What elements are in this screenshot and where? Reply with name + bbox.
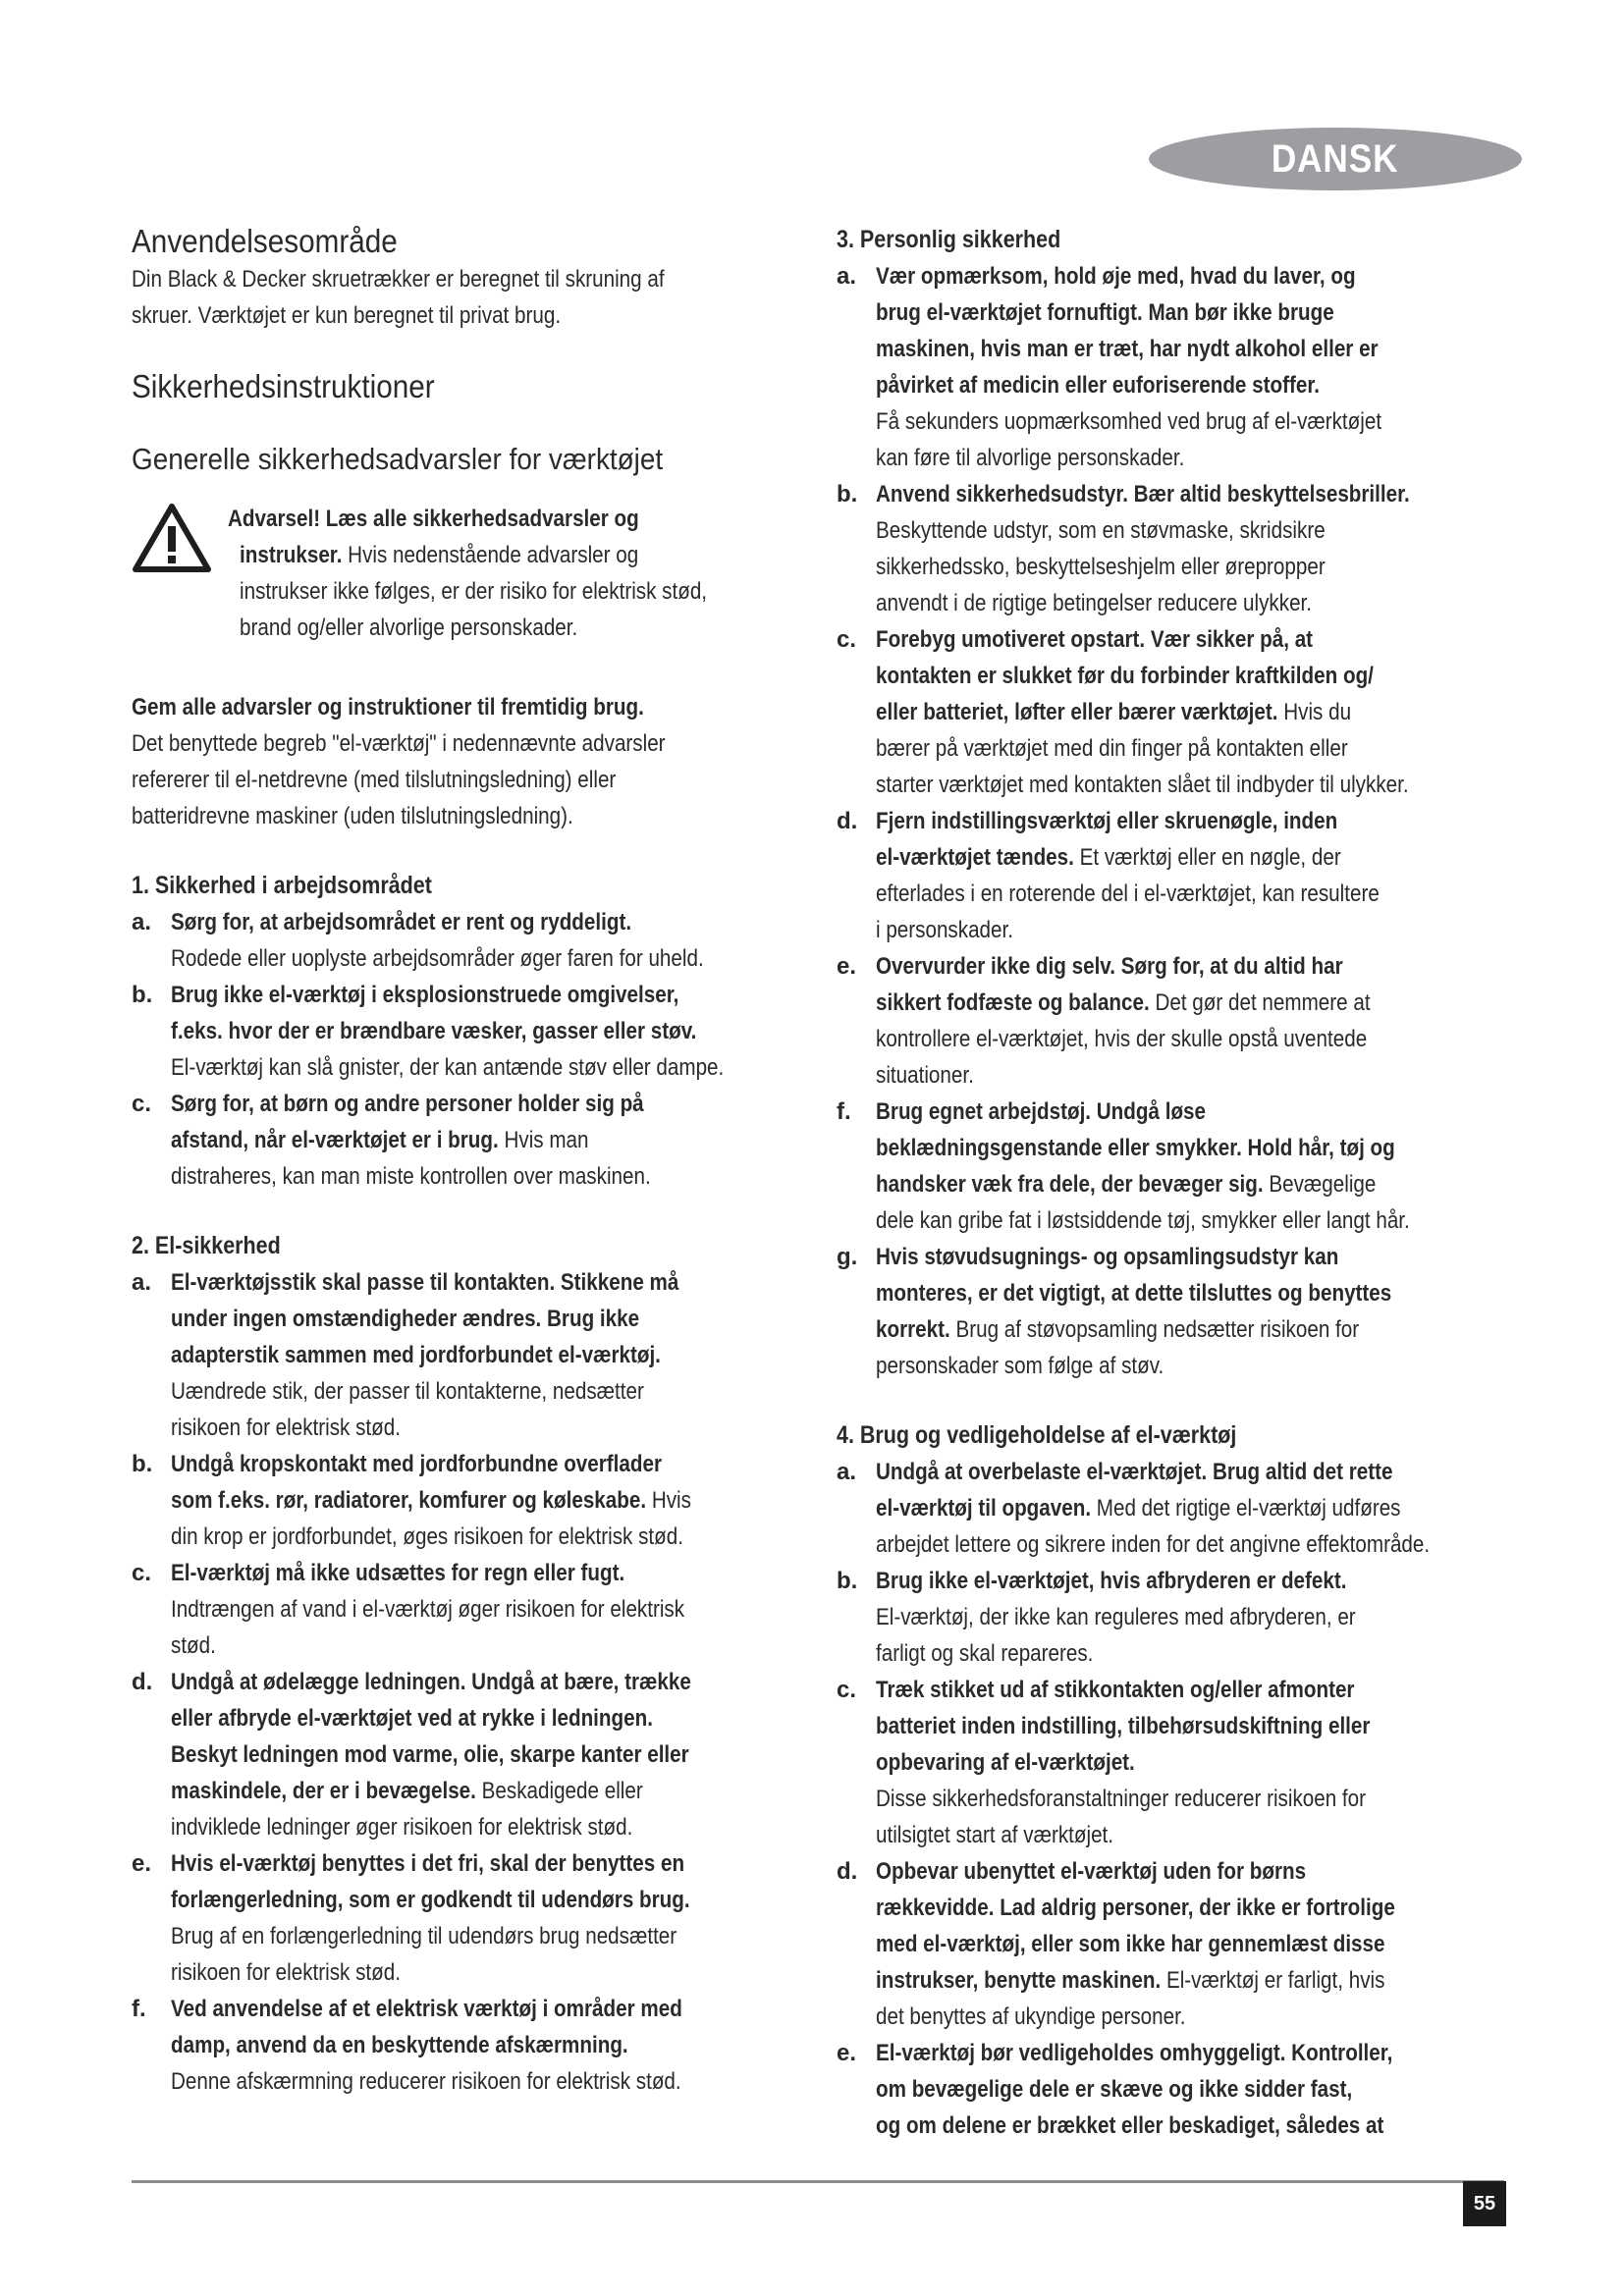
text-line (171, 1049, 729, 1086)
text-line (876, 1563, 1425, 1599)
text-line (876, 948, 1425, 985)
list-item-text (876, 1563, 1514, 1672)
text-line (171, 1628, 729, 1664)
text-line (171, 1773, 729, 1809)
list-item-text (876, 1454, 1520, 1563)
list-item (837, 1239, 1514, 1384)
text-line (876, 1275, 1425, 1311)
text-line (876, 1853, 1425, 1890)
language-label: DANSK (1272, 136, 1399, 181)
list-item (837, 2035, 1514, 2144)
list-item-text (171, 977, 819, 1086)
text-line (876, 476, 1425, 512)
list-item (132, 1991, 819, 2100)
text-line (876, 367, 1425, 403)
list-item-label: a. (837, 1459, 857, 1485)
text-bold: om bevægelige dele er skæve og ikke sidder fast, (876, 2076, 1353, 2103)
text-normal: risikoen for elektrisk stød. (171, 1415, 401, 1441)
text-line (876, 2108, 1425, 2144)
text-line (171, 940, 729, 977)
list-item-label: e. (132, 1850, 152, 1877)
text-line (171, 1482, 729, 1519)
text-line (876, 1094, 1425, 1130)
list-item (132, 1664, 819, 1845)
text-normal: Beskyttende udstyr, som en støvmaske, skridsikre (876, 517, 1326, 544)
text-bold: el-værktøj til opgaven. (876, 1495, 1092, 1522)
text-line (876, 1348, 1425, 1384)
text-line (171, 1736, 729, 1773)
list-item-text (171, 1664, 819, 1845)
text-line (876, 1166, 1425, 1202)
list-item-text (171, 1845, 819, 1991)
text-line (876, 1057, 1425, 1094)
text-bold: Anvend sikkerhedsudstyr. Bær altid beskyttelsesbriller. (876, 481, 1410, 507)
section-1-list (132, 904, 819, 1195)
keep-instructions-bold: Gem alle advarsler og instruktioner til fremtidig brug. (132, 694, 644, 721)
list-item-label: a. (132, 1269, 152, 1296)
text-bold: med el-værktøj, eller som ikke har gennemlæst disse (876, 1931, 1385, 1957)
text-line: skruer. Værktøjet er kun beregnet til privat brug. (132, 302, 562, 329)
text-line (171, 1519, 729, 1555)
text-line (171, 1158, 729, 1195)
text-line (876, 1708, 1425, 1744)
text-normal: Denne afskærmning reducerer risikoen for elektrisk stød. (171, 2068, 681, 2095)
text-normal: Beskadigede eller (475, 1778, 643, 1804)
text-normal: El-værktøj, der ikke kan reguleres med afbryderen, er (876, 1604, 1356, 1630)
text-line (876, 331, 1425, 367)
text-normal: personskader som følge af støv. (876, 1353, 1164, 1379)
text-bold: kontakten er slukket før du forbinder kraftkilden og/ (876, 663, 1374, 689)
list-item (837, 1853, 1514, 2035)
right-column (837, 222, 1514, 2144)
list-item-label: a. (837, 263, 857, 290)
text-bold: beklædningsgenstande eller smykker. Hold hår, tøj og (876, 1135, 1395, 1161)
text-bold: batteriet inden indstilling, tilbehørsudskiftning eller (876, 1713, 1371, 1739)
list-item-label: f. (837, 1098, 851, 1125)
keep-instructions-paragraph (132, 689, 819, 834)
list-item-label: b. (132, 982, 153, 1008)
text-bold: Sørg for, at børn og andre personer holder sig på (171, 1091, 644, 1117)
text-normal: Brug af støvopsamling nedsætter risikoen for (949, 1316, 1360, 1343)
text-line (876, 258, 1425, 294)
text-bold: afstand, når el-værktøjet er i brug. (171, 1127, 499, 1153)
text-bold: maskindele, der er i bevægelse. (171, 1778, 476, 1804)
list-item (132, 1845, 819, 1991)
text-normal: utilsigtet start af værktøjet. (876, 1822, 1114, 1848)
text-bold: Sørg for, at arbejdsområdet er rent og ryddeligt. (171, 909, 632, 935)
text-normal: dele kan gribe fat i løstsiddende tøj, smykker eller langt hår. (876, 1207, 1410, 1234)
text-line (171, 1446, 729, 1482)
list-item-label: e. (837, 2040, 857, 2066)
text-line (876, 1672, 1425, 1708)
text-line (171, 1700, 729, 1736)
text-line (171, 1337, 729, 1373)
warning-bold: Advarsel! Læs alle sikkerhedsadvarsler og (228, 506, 639, 532)
list-item-label: c. (132, 1560, 152, 1586)
list-item (132, 1446, 819, 1555)
list-item (132, 1264, 819, 1446)
text-bold: Brug egnet arbejdstøj. Undgå løse (876, 1098, 1207, 1125)
list-item (837, 1563, 1514, 1672)
text-bold: og om delene er brækket eller beskadiget, således at (876, 2112, 1384, 2139)
text-line: batteridrevne maskiner (uden tilslutningsledning). (132, 803, 573, 829)
list-item (132, 977, 819, 1086)
text-bold: Brug ikke el-værktøj i eksplosionstruede omgivelser, (171, 982, 679, 1008)
text-bold: el-værktøjet tændes. (876, 844, 1074, 871)
text-bold: Beskyt ledningen mod varme, olie, skarpe kanter eller (171, 1741, 689, 1768)
list-item-text (876, 476, 1514, 621)
text-normal: risikoen for elektrisk stød. (171, 1959, 401, 1986)
text-line (876, 1021, 1425, 1057)
warning-text (228, 501, 819, 646)
text-line (171, 1301, 729, 1337)
text-normal: kan føre til alvorlige personskader. (876, 445, 1185, 471)
text-normal: arbejdet lettere og sikrere inden for det angivne effektområde. (876, 1531, 1431, 1558)
section-1-title: 1. Sikkerhed i arbejdsområdet (132, 872, 432, 899)
list-item-text (876, 621, 1514, 803)
list-item (837, 621, 1514, 803)
left-column (132, 222, 819, 2100)
text-line (876, 876, 1425, 912)
text-bold: monteres, er det vigtigt, at dette tilsluttes og benyttes (876, 1280, 1392, 1307)
text-line (876, 803, 1425, 839)
text-bold: Hvis støvudsugnings- og opsamlingsudstyr kan (876, 1244, 1339, 1270)
warning-normal: brand og/eller alvorlige personskader. (240, 614, 578, 641)
text-bold: f.eks. hvor der er brændbare væsker, gasser eller støv. (171, 1018, 697, 1044)
text-normal: farligt og skal repareres. (876, 1640, 1094, 1667)
text-bold: Undgå at ødelægge ledningen. Undgå at bære, trække (171, 1669, 691, 1695)
text-line (876, 1526, 1430, 1563)
text-line (171, 1882, 729, 1918)
list-item (837, 1454, 1514, 1563)
text-line (876, 985, 1425, 1021)
list-item-text (876, 948, 1514, 1094)
text-bold: eller batteriet, løfter eller bærer værktøjet. (876, 699, 1278, 725)
text-line (876, 512, 1425, 549)
text-line (171, 1809, 729, 1845)
text-line (876, 1599, 1425, 1635)
text-bold: Opbevar ubenyttet el-værktøj uden for børns (876, 1858, 1307, 1885)
text-normal: situationer. (876, 1062, 974, 1089)
text-line (171, 1555, 729, 1591)
list-item (132, 1086, 819, 1195)
text-line (876, 1926, 1425, 1962)
text-line (876, 2035, 1425, 2071)
text-line (876, 1817, 1425, 1853)
list-item (837, 476, 1514, 621)
list-item-text (876, 1672, 1514, 1853)
text-normal: Brug af en forlængerledning til udendørs brug nedsætter (171, 1923, 677, 1949)
text-line (876, 621, 1425, 658)
warning-normal: instrukser ikke følges, er der risiko for elektrisk stød, (240, 578, 708, 605)
text-normal: Hvis man (498, 1127, 589, 1153)
text-line (171, 1918, 729, 1954)
text-normal: Det gør det nemmere at (1149, 989, 1371, 1016)
list-item-label: d. (837, 1858, 858, 1885)
text-line (876, 767, 1425, 803)
text-bold: forlængerledning, som er godkendt til udendørs brug. (171, 1887, 690, 1913)
text-normal: Bevægelige (1263, 1171, 1377, 1198)
text-bold: El-værktøjsstik skal passe til kontakten. Stikkene må (171, 1269, 679, 1296)
text-line (876, 912, 1425, 948)
warning-block (132, 501, 819, 646)
list-item-label: b. (132, 1451, 153, 1477)
list-item (837, 1094, 1514, 1239)
text-line (876, 1130, 1425, 1166)
text-line (876, 658, 1425, 694)
warning-triangle-icon (132, 501, 228, 646)
text-bold: korrekt. (876, 1316, 950, 1343)
text-normal: Et værktøj eller en nøgle, der (1073, 844, 1341, 871)
text-normal: Disse sikkerhedsforanstaltninger reducerer risikoen for (876, 1786, 1367, 1812)
section-title-safety: Sikkerhedsinstruktioner (132, 368, 435, 404)
text-normal: El-værktøj er farligt, hvis (1161, 1967, 1385, 1994)
text-line (876, 549, 1425, 585)
text-line (171, 2027, 729, 2063)
text-normal: distraheres, kan man miste kontrollen over maskinen. (171, 1163, 651, 1190)
text-normal: Med det rigtige el-værktøj udføres (1091, 1495, 1401, 1522)
text-line (171, 1086, 729, 1122)
text-line (876, 1962, 1425, 1999)
text-line (171, 2063, 729, 2100)
list-item-label: b. (837, 1568, 858, 1594)
text-normal: kontrollere el-værktøjet, hvis der skulle opstå uventede (876, 1026, 1368, 1052)
text-normal: i personskader. (876, 917, 1013, 943)
text-bold: handsker væk fra dele, der bevæger sig. (876, 1171, 1264, 1198)
text-bold: Undgå kropskontakt med jordforbundne overflader (171, 1451, 663, 1477)
list-item-text (876, 1853, 1514, 2035)
text-line (876, 1890, 1425, 1926)
list-item-text (876, 1239, 1514, 1384)
section-4-list (837, 1454, 1514, 2144)
text-normal: Få sekunders uopmærksomhed ved brug af el-værktøjet (876, 408, 1382, 435)
text-line: refererer til el-netdrevne (med tilslutningsledning) eller (132, 767, 617, 793)
text-line (171, 1664, 729, 1700)
text-line (171, 1591, 729, 1628)
text-line (876, 1781, 1425, 1817)
use-paragraph (132, 261, 819, 334)
text-line (171, 977, 729, 1013)
text-line (876, 1490, 1430, 1526)
text-line (876, 585, 1425, 621)
text-line (171, 1845, 729, 1882)
text-line (171, 1410, 729, 1446)
text-line (876, 730, 1425, 767)
section-2-title: 2. El-sikkerhed (132, 1232, 281, 1259)
text-line (876, 1239, 1425, 1275)
list-item-text (171, 1086, 819, 1195)
text-normal: El-værktøj kan slå gnister, der kan antænde støv eller dampe. (171, 1054, 725, 1081)
list-item (837, 1672, 1514, 1853)
list-item-text (171, 1264, 819, 1446)
text-bold: Brug ikke el-værktøjet, hvis afbryderen er defekt. (876, 1568, 1347, 1594)
list-item-label: c. (132, 1091, 152, 1117)
text-bold: Træk stikket ud af stikkontakten og/eller afmonter (876, 1677, 1355, 1703)
text-bold: Ved anvendelse af et elektrisk værktøj i områder med (171, 1996, 682, 2022)
text-line (171, 1264, 729, 1301)
warning-normal: Hvis nedenstående advarsler og (342, 542, 639, 568)
list-item-label: c. (837, 1677, 857, 1703)
text-normal: anvendt i de rigtige betingelser reducere ulykker. (876, 590, 1313, 616)
text-bold: El-værktøj må ikke udsættes for regn eller fugt. (171, 1560, 625, 1586)
list-item (132, 904, 819, 977)
text-bold: adapterstik sammen med jordforbundet el-værktøj. (171, 1342, 661, 1368)
text-bold: sikkert fodfæste og balance. (876, 989, 1150, 1016)
list-item-text (876, 258, 1514, 476)
text-normal: Rodede eller uoplyste arbejdsområder øger faren for uheld. (171, 945, 704, 972)
text-line (876, 1999, 1425, 2035)
text-normal: Hvis (646, 1487, 691, 1514)
section-3-list (837, 258, 1514, 1384)
text-line (171, 1954, 729, 1991)
text-normal: bærer på værktøjet med din finger på kontakten eller (876, 735, 1348, 762)
list-item (132, 1555, 819, 1664)
text-line (171, 1122, 729, 1158)
text-line (876, 1454, 1430, 1490)
list-item-text (876, 1094, 1514, 1239)
text-line (876, 2071, 1425, 2108)
text-bold: opbevaring af el-værktøjet. (876, 1749, 1135, 1776)
text-bold: som f.eks. rør, radiatorer, komfurer og køleskabe. (171, 1487, 647, 1514)
section-2-list (132, 1264, 819, 2100)
text-normal: Hvis du (1277, 699, 1352, 725)
text-line (876, 694, 1425, 730)
list-item-label: f. (132, 1996, 146, 2022)
text-bold: damp, anvend da en beskyttende afskærmning. (171, 2032, 628, 2058)
text-normal: indviklede ledninger øger risikoen for elektrisk stød. (171, 1814, 633, 1841)
text-bold: brug el-værktøjet fornuftigt. Man bør ikke bruge (876, 299, 1334, 326)
text-line (171, 1991, 729, 2027)
list-item (837, 258, 1514, 476)
text-line: Din Black & Decker skruetrækker er beregnet til skruning af (132, 266, 665, 293)
text-line (876, 403, 1425, 440)
list-item-text (171, 904, 819, 977)
language-badge (1149, 128, 1522, 190)
list-item-text (876, 2035, 1514, 2144)
text-normal: det benyttes af ukyndige personer. (876, 2003, 1186, 2030)
text-line (876, 1202, 1425, 1239)
text-line (171, 1013, 729, 1049)
text-normal: starter værktøjet med kontakten slået til indbyder til ulykker. (876, 772, 1409, 798)
text-line (876, 294, 1425, 331)
text-bold: eller afbryde el-værktøjet ved at rykke i ledningen. (171, 1705, 653, 1732)
list-item-text (876, 803, 1514, 948)
text-bold: Overvurder ikke dig selv. Sørg for, at du altid har (876, 953, 1343, 980)
text-bold: under ingen omstændigheder ændres. Brug ikke (171, 1306, 640, 1332)
list-item-text (171, 1555, 819, 1664)
list-item-label: c. (837, 626, 857, 653)
text-normal: Indtrængen af vand i el-værktøj øger risikoen for elektrisk (171, 1596, 685, 1623)
list-item-label: a. (132, 909, 152, 935)
list-item (837, 948, 1514, 1094)
text-normal: Uændrede stik, der passer til kontakterne, nedsætter (171, 1378, 644, 1405)
list-item-label: e. (837, 953, 857, 980)
text-bold: påvirket af medicin eller euforiserende stoffer. (876, 372, 1320, 399)
text-line (171, 904, 729, 940)
footer-rule (132, 2180, 1504, 2183)
section-title-use: Anvendelsesområde (132, 223, 398, 259)
text-line (876, 839, 1425, 876)
section-3-title: 3. Personlig sikkerhed (837, 226, 1061, 253)
text-bold: Hvis el-værktøj benyttes i det fri, skal der benyttes en (171, 1850, 685, 1877)
list-item-label: g. (837, 1244, 858, 1270)
subtitle-general-warnings: Generelle sikkerhedsadvarsler for værktøjet (132, 442, 664, 476)
text-bold: El-værktøj bør vedligeholdes omhyggeligt. Kontroller, (876, 2040, 1393, 2066)
list-item-label: b. (837, 481, 858, 507)
list-item-label: d. (132, 1669, 153, 1695)
section-4-title: 4. Brug og vedligeholdelse af el-værktøj (837, 1421, 1237, 1449)
text-line (876, 1744, 1425, 1781)
text-line (876, 1311, 1425, 1348)
text-line (171, 1373, 729, 1410)
text-bold: instrukser, benytte maskinen. (876, 1967, 1162, 1994)
list-item (837, 803, 1514, 948)
text-normal: efterlades i en roterende del i el-værktøjet, kan resultere (876, 881, 1380, 907)
page-number: 55 (1463, 2181, 1506, 2226)
text-line (876, 1635, 1425, 1672)
text-bold: rækkevidde. Lad aldrig personer, der ikke er fortrolige (876, 1895, 1395, 1921)
text-normal: din krop er jordforbundet, øges risikoen for elektrisk stød. (171, 1523, 683, 1550)
text-bold: Fjern indstillingsværktøj eller skruenøgle, inden (876, 808, 1338, 834)
text-normal: sikkerhedssko, beskyttelseshjelm eller ørepropper (876, 554, 1326, 580)
warning-bold: instrukser. (240, 542, 343, 568)
text-bold: Forebyg umotiveret opstart. Vær sikker på, at (876, 626, 1314, 653)
text-bold: Undgå at overbelaste el-værktøjet. Brug altid det rette (876, 1459, 1393, 1485)
text-line (876, 440, 1425, 476)
list-item-label: d. (837, 808, 858, 834)
text-line: Det benyttede begreb "el-værktøj" i nedennævnte advarsler (132, 730, 666, 757)
list-item-text (171, 1991, 819, 2100)
text-bold: maskinen, hvis man er træt, har nydt alkohol eller er (876, 336, 1379, 362)
text-normal: stød. (171, 1632, 216, 1659)
list-item-text (171, 1446, 819, 1555)
text-bold: Vær opmærksom, hold øje med, hvad du laver, og (876, 263, 1356, 290)
